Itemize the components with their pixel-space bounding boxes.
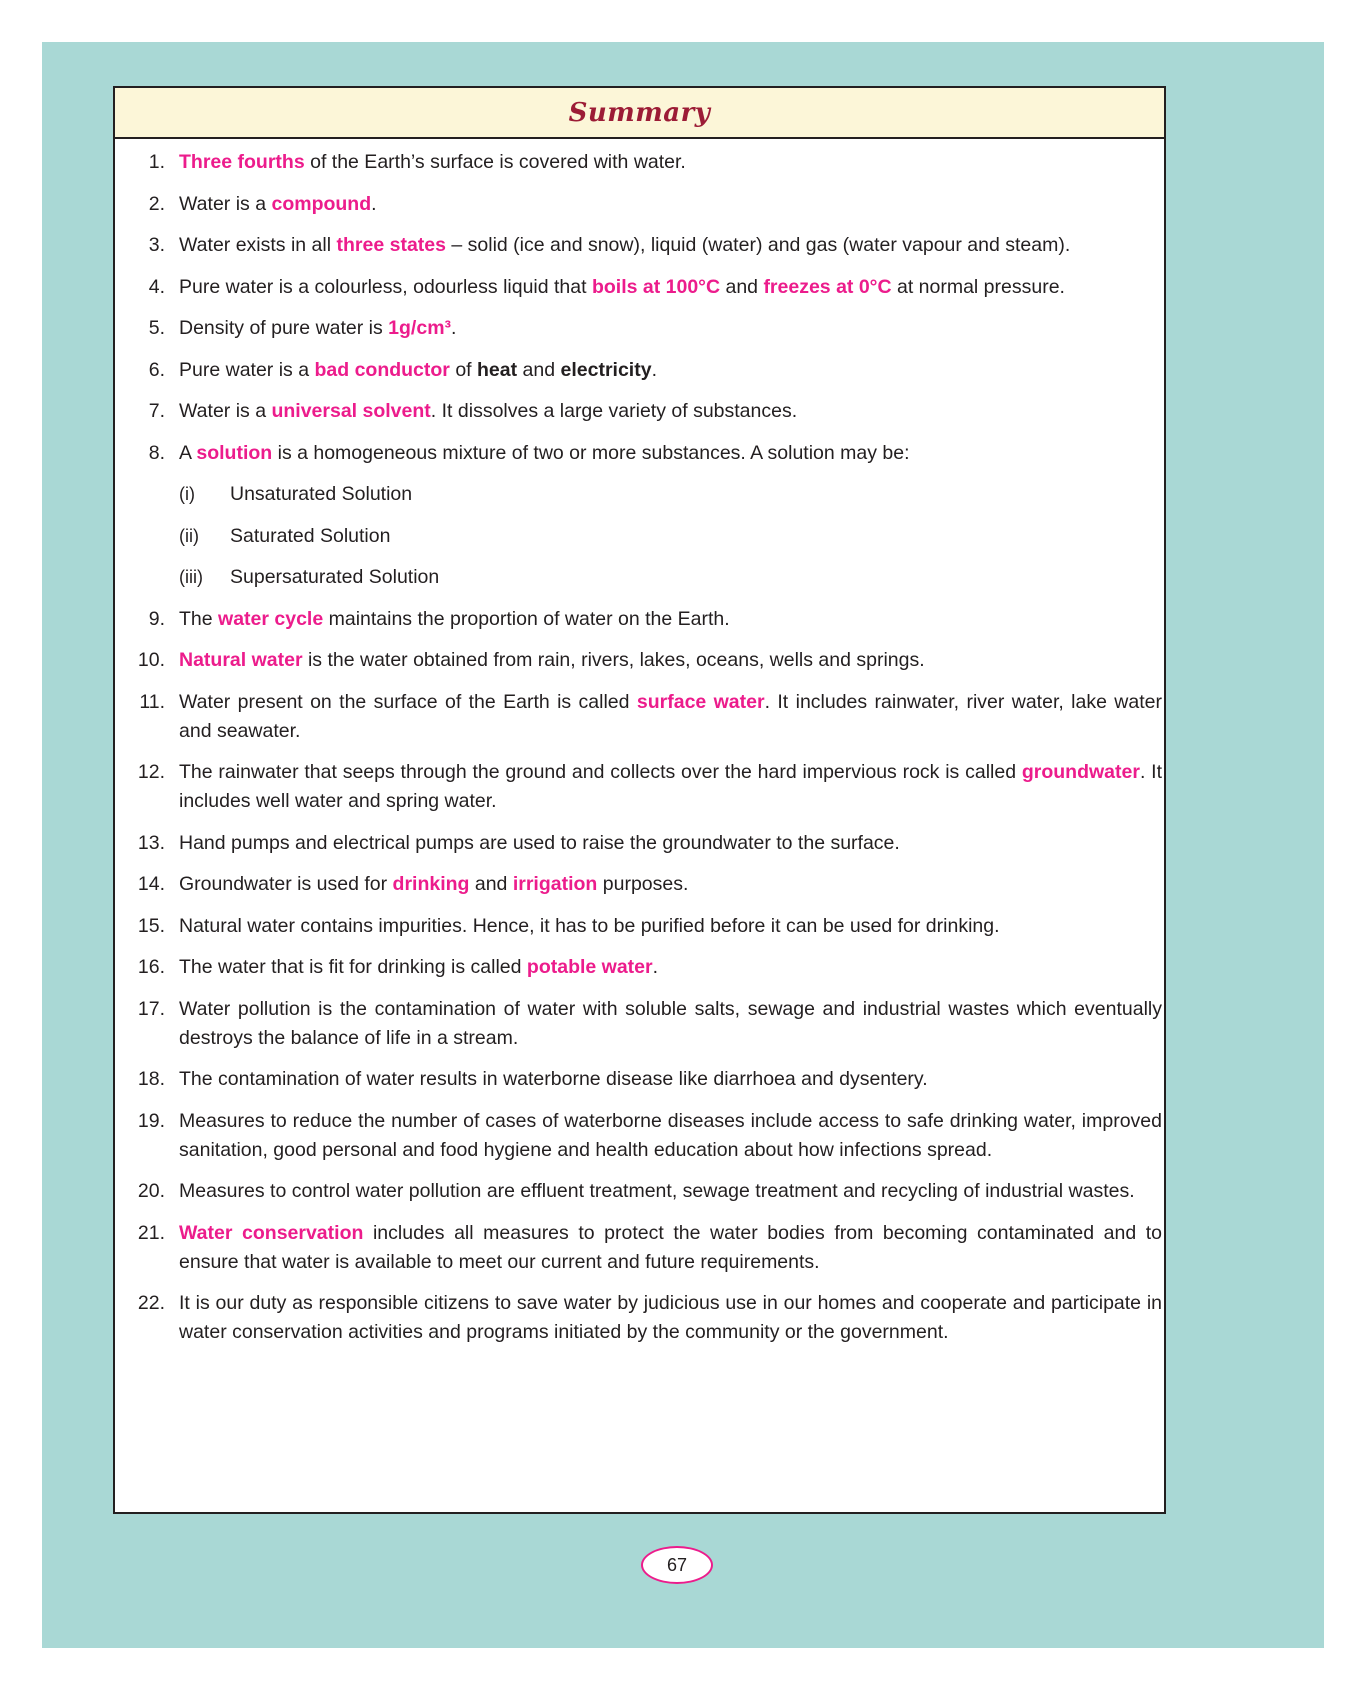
item-number: 18. [137, 1068, 165, 1090]
highlighted-term: compound [271, 192, 372, 215]
item-number: 6. [148, 358, 165, 381]
summary-item [115, 148, 1164, 177]
summary-item [115, 758, 1164, 816]
item-text [179, 1219, 1162, 1277]
highlighted-term: irrigation [512, 873, 598, 895]
summary-item [115, 646, 1164, 675]
text-segment: maintains the proportion of water on the Earth. [323, 607, 730, 630]
summary-item [115, 912, 1164, 941]
text-segment: and [469, 873, 513, 895]
item-number: 21. [137, 1221, 165, 1244]
summary-item [115, 953, 1164, 982]
item-text [179, 1107, 1162, 1165]
summary-item [115, 995, 1164, 1053]
item-text [179, 870, 1162, 899]
text-segment: It is our duty as responsible citizens to save water by judicious use in our homes and cooperate and participate in water conservation activities and programs initiated by the community or the government. [179, 1292, 1162, 1343]
highlighted-term: drinking [392, 873, 470, 895]
item-text [179, 829, 1162, 858]
highlighted-term: three states [336, 234, 446, 256]
item-text [179, 953, 1162, 982]
item-text [179, 148, 1162, 177]
text-segment: . It includes well water and spring water. [179, 761, 1163, 812]
summary-item [115, 1289, 1164, 1347]
subitem-number: (iii) [179, 567, 203, 587]
item-number: 7. [148, 400, 165, 422]
text-segment: . [651, 358, 657, 381]
summary-item [115, 397, 1164, 426]
highlighted-term: Water conservation [179, 1221, 364, 1244]
item-number: 12. [137, 761, 165, 783]
item-number: 15. [137, 914, 165, 937]
summary-list [115, 139, 1164, 1347]
item-number: 11. [139, 690, 165, 713]
summary-item [115, 605, 1164, 634]
summary-subitem [115, 563, 1164, 592]
text-segment: purposes. [597, 873, 689, 895]
summary-item [115, 829, 1164, 858]
summary-item [115, 314, 1164, 343]
item-text [179, 605, 1162, 634]
item-text [179, 397, 1162, 426]
item-text [179, 439, 1162, 468]
item-text [179, 231, 1162, 260]
item-text [179, 758, 1162, 816]
item-text [179, 1289, 1162, 1347]
item-number: 10. [137, 649, 165, 671]
summary-item [115, 439, 1164, 468]
text-segment: Groundwater is used for [179, 873, 393, 895]
summary-item [115, 688, 1164, 746]
summary-header [115, 88, 1164, 139]
text-segment: of [449, 358, 478, 381]
text-segment: . [371, 192, 377, 215]
summary-item [115, 1177, 1164, 1206]
item-text [179, 273, 1162, 302]
highlighted-term: bad conductor [314, 358, 450, 381]
item-text [179, 314, 1162, 343]
item-number: 19. [137, 1109, 165, 1132]
highlighted-term: universal solvent [271, 400, 431, 422]
item-number: 8. [148, 441, 165, 464]
highlighted-term: boils at 100°C [591, 275, 721, 298]
text-segment: – solid (ice and snow), liquid (water) and gas (water vapour and steam). [445, 234, 1071, 256]
text-segment: . It includes rainwater, river water, lake water and seawater. [179, 690, 1162, 742]
text-segment: The [179, 607, 219, 630]
text-segment: . [652, 956, 659, 978]
highlighted-term: potable water [526, 956, 653, 978]
item-number: 5. [148, 317, 165, 339]
text-segment: The contamination of water results in waterborne disease like diarrhoea and dysentery. [179, 1068, 928, 1090]
text-segment: Hand pumps and electrical pumps are used to raise the groundwater to the surface. [179, 831, 900, 854]
item-text [179, 356, 1162, 385]
text-segment: Water exists in all [179, 234, 337, 256]
subitem-text: Supersaturated Solution [230, 566, 440, 588]
page-number: 67 [641, 1546, 713, 1584]
text-segment: is the water obtained from rain, rivers, lakes, oceans, wells and springs. [302, 649, 925, 671]
text-segment: . It dissolves a large variety of substances. [430, 400, 798, 422]
summary-subitem [115, 522, 1164, 551]
highlighted-term: water cycle [218, 607, 324, 630]
text-segment: . [451, 317, 457, 339]
highlighted-term: Natural water [179, 649, 303, 671]
item-number: 2. [148, 192, 165, 215]
text-segment: and [517, 358, 561, 381]
item-text [179, 190, 1162, 219]
highlighted-term: surface water [636, 690, 765, 713]
summary-item [115, 870, 1164, 899]
item-text [179, 646, 1162, 675]
subitem-number: (i) [179, 484, 195, 504]
highlighted-term: freezes at 0°C [763, 275, 892, 298]
item-number: 3. [148, 234, 165, 256]
summary-box [113, 86, 1166, 1514]
summary-item [115, 356, 1164, 385]
item-number: 22. [137, 1292, 165, 1314]
summary-item [115, 190, 1164, 219]
item-number: 16. [137, 956, 165, 978]
highlighted-term: 1g/cm³ [388, 317, 452, 339]
subitem-number: (ii) [179, 525, 199, 546]
item-number: 4. [148, 275, 165, 298]
text-segment: Measures to control water pollution are effluent treatment, sewage treatment and recycling of industrial wastes. [179, 1180, 1135, 1202]
summary-title: Summary [568, 97, 711, 128]
item-number: 9. [148, 607, 165, 630]
text-segment: Natural water contains impurities. Hence, it has to be purified before it can be used for drinking. [179, 914, 1000, 937]
item-text [179, 688, 1162, 746]
item-text [179, 1065, 1162, 1094]
summary-subitem [115, 480, 1164, 509]
item-text [179, 1177, 1162, 1206]
summary-item [115, 1065, 1164, 1094]
bold-term: electricity [560, 358, 652, 381]
item-number: 14. [137, 873, 165, 895]
text-segment: Measures to reduce the number of cases of waterborne diseases include access to safe drinking water, improved sanitation, good personal and food hygiene and health education about how infections spread. [179, 1109, 1162, 1161]
text-segment: Pure water is a colourless, odourless liquid that [179, 275, 592, 298]
summary-item [115, 231, 1164, 260]
text-segment: at normal pressure. [891, 275, 1065, 298]
bold-term: heat [477, 358, 518, 381]
summary-item [115, 1107, 1164, 1165]
text-segment: Water pollution is the contamination of water with soluble salts, sewage and industrial wastes which eventually destroys the balance of life in a stream. [179, 997, 1162, 1049]
text-segment: A [179, 441, 197, 464]
item-number: 20. [137, 1180, 165, 1202]
text-segment: The water that is fit for drinking is called [179, 956, 527, 978]
text-segment: is a homogeneous mixture of two or more substances. A solution may be: [272, 441, 910, 464]
subitem-text: Saturated Solution [230, 524, 391, 547]
item-text [179, 912, 1162, 941]
text-segment: Water is a [179, 400, 272, 422]
text-segment: Pure water is a [179, 358, 315, 381]
text-segment: The rainwater that seeps through the ground and collects over the hard impervious rock is called [179, 761, 1022, 783]
text-segment: of the Earth’s surface is covered with water. [304, 151, 686, 173]
text-segment: Water is a [179, 192, 272, 215]
subitem-text: Unsaturated Solution [230, 483, 413, 505]
highlighted-term: solution [196, 441, 273, 464]
item-number: 17. [137, 997, 165, 1020]
text-segment: Water present on the surface of the Earth is called [179, 690, 637, 713]
summary-item [115, 1219, 1164, 1277]
highlighted-term: Three fourths [179, 151, 305, 173]
text-segment: Density of pure water is [179, 317, 389, 339]
item-number: 1. [148, 151, 165, 173]
text-segment: and [720, 275, 764, 298]
item-text [179, 995, 1162, 1053]
summary-item [115, 273, 1164, 302]
highlighted-term: groundwater [1021, 761, 1140, 783]
item-number: 13. [137, 831, 165, 854]
text-segment: includes all measures to protect the water bodies from becoming contaminated and to ensure that water is available to meet our current and future requirements. [179, 1221, 1163, 1273]
